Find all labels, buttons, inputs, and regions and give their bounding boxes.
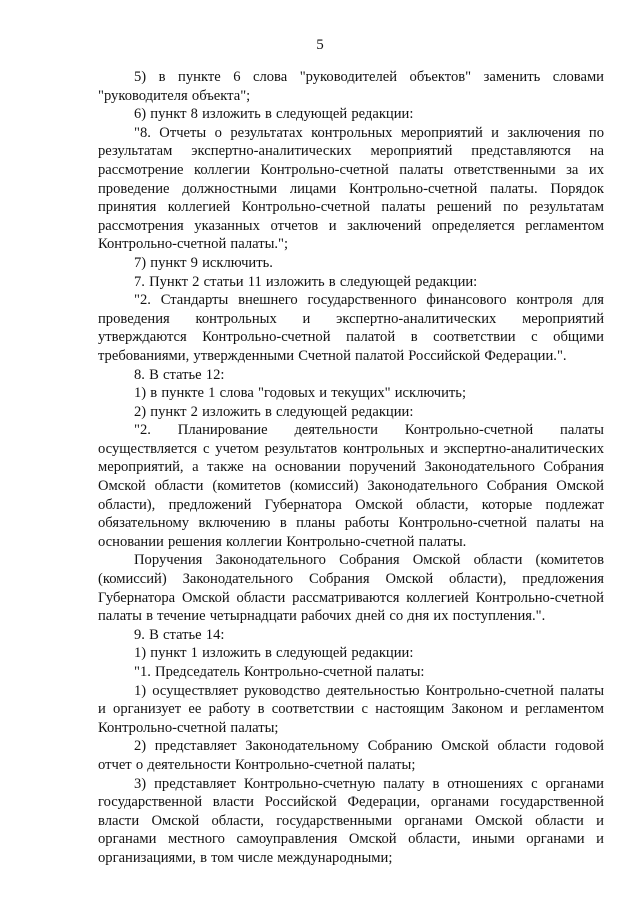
paragraph: 6) пункт 8 изложить в следующей редакции: — [134, 106, 414, 123]
page-number: 5 — [316, 37, 324, 53]
paragraph: 5) в пункте 6 слова "руководителей объектов" заменить словами "руководителя объекта"; — [98, 69, 604, 104]
paragraph: 2) пункт 2 изложить в следующей редакции: — [134, 403, 414, 420]
paragraph: 1) пункт 1 изложить в следующей редакции: — [134, 645, 414, 662]
paragraph: 1) осуществляет руководство деятельностью Контрольно-счетной палаты и организует ее работу в соответствии с настоящим Законом и регламентом Контрольно-счетной палаты; — [98, 682, 604, 736]
paragraph: Поручения Законодательного Собрания Омской области (комитетов (комиссий) Законодательного Собрания Омской области), предложения Губернатора Омской области рассматриваются коллегией Контрольно-счетной палаты в течение четырнадцати рабочих дней со дня их поступления.". — [98, 552, 604, 625]
paragraph: 2) представляет Законодательному Собранию Омской области годовой отчет о деятельности Контрольно-счетной палаты; — [98, 738, 604, 773]
paragraph: 3) представляет Контрольно-счетную палату в отношениях с органами государственной власти Российской Федерации, органами государственной власти Омской области, государственными органами Омской области и органами местного самоуправления Омской области, иными органами и организациями, в том числе международными; — [98, 775, 604, 866]
paragraph: 8. В статье 12: — [134, 366, 225, 383]
document-body — [98, 68, 604, 868]
paragraph: 9. В статье 14: — [134, 626, 225, 643]
paragraph: 7) пункт 9 исключить. — [134, 254, 273, 271]
paragraph: 7. Пункт 2 статьи 11 изложить в следующей редакции: — [134, 273, 478, 290]
paragraph: 1) в пункте 1 слова "годовых и текущих" исключить; — [134, 385, 466, 402]
paragraph: "1. Председатель Контрольно-счетной палаты: — [134, 664, 425, 680]
paragraph: "2. Планирование деятельности Контрольно-счетной палаты осуществляется с учетом результатов контрольных и экспертно-аналитических мероприятий, а также на основании поручений Законодательного Собрания Омской области (комитетов (комиссий) Законодательного Собрания Омской области), предложений Губернатора Омской области, которые подлежат обязательному включению в планы работы Контрольно-счетной палаты на основании решения коллегии Контрольно-счетной палаты. — [98, 422, 604, 550]
paragraph: "8. Отчеты о результатах контрольных мероприятий и заключения по результатам экспертно-аналитических мероприятий представляются на рассмотрение коллегии Контрольно-счетной палаты ответственными за их проведение должностными лицами Контрольно-счетной палаты. Порядок принятия коллегией Контрольно-счетной палаты решений по результатам рассмотрения указанных отчетов и заключений определяется регламентом Контрольно-счетной палаты."; — [98, 124, 604, 253]
paragraph: "2. Стандарты внешнего государственного финансового контроля для проведения контрольных и экспертно-аналитических мероприятий утверждаются Контрольно-счетной палатой в соответствии с общими требованиями, утвержденными Счетной палатой Российской Федерации.". — [98, 292, 604, 364]
